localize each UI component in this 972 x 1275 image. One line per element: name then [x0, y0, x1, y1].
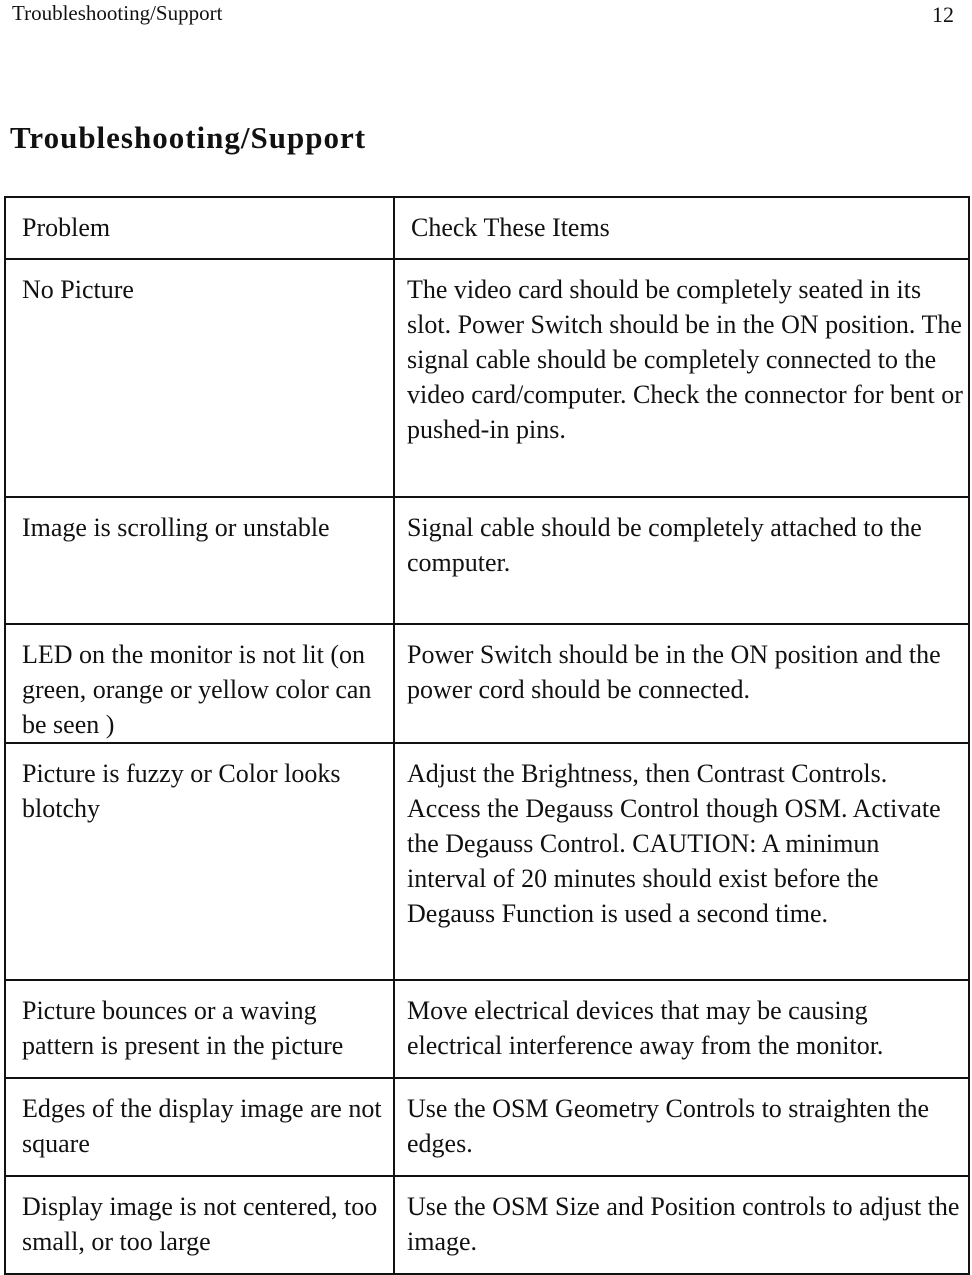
table-row [5, 1078, 969, 1176]
table-row [5, 259, 969, 497]
running-header: Troubleshooting/Support [12, 1, 223, 25]
check-text: Use the OSM Size and Position controls to adjust the image. [407, 1192, 960, 1256]
table-row [5, 743, 969, 980]
problem-text: Image is scrolling or unstable [22, 513, 330, 542]
check-cell [394, 980, 969, 1078]
problem-text: Edges of the display image are not square [22, 1094, 382, 1158]
table-row [5, 497, 969, 624]
check-text: Adjust the Brightness, then Contrast Controls. Access the Degauss Control though OSM. Activate the Degauss Control. CAUTION: A minimun interval of 20 minutes should exist before the Degauss Function is used a second time. [407, 759, 941, 928]
table-header-row [5, 197, 969, 259]
table-row [5, 1176, 969, 1274]
page-title: Troubleshooting/Support [10, 120, 367, 155]
problem-cell [5, 743, 394, 980]
check-cell [394, 1176, 969, 1274]
problem-text: Picture is fuzzy or Color looks blotchy [22, 759, 341, 823]
problem-text: Picture bounces or a waving pattern is present in the picture [22, 996, 344, 1060]
check-text: Use the OSM Geometry Controls to straighten the edges. [407, 1094, 930, 1158]
problem-cell [5, 1176, 394, 1274]
check-cell [394, 743, 969, 980]
check-cell [394, 624, 969, 743]
check-text: The video card should be completely seated in its slot. Power Switch should be in the ON position. The signal cable should be completely connected to the video card/computer. Check the connector for bent or pushed-in pins. [407, 275, 963, 444]
problem-cell [5, 259, 394, 497]
troubleshooting-table [4, 196, 970, 1275]
column-header-problem-label: Problem [22, 213, 111, 242]
problem-text: No Picture [22, 275, 134, 304]
table-row [5, 980, 969, 1078]
check-cell [394, 259, 969, 497]
problem-cell [5, 497, 394, 624]
table-row [5, 624, 969, 743]
check-cell [394, 497, 969, 624]
problem-cell [5, 624, 394, 743]
problem-cell [5, 980, 394, 1078]
problem-cell [5, 1078, 394, 1176]
check-text: Signal cable should be completely attached to the computer. [407, 513, 922, 577]
check-text: Power Switch should be in the ON position and the power cord should be connected. [407, 640, 941, 704]
page-number: 12 [932, 2, 954, 27]
column-header-check [394, 197, 969, 259]
column-header-problem [5, 197, 394, 259]
problem-text: Display image is not centered, too small, or too large [22, 1192, 378, 1256]
column-header-check-label: Check These Items [411, 213, 610, 242]
problem-text: LED on the monitor is not lit (on green, orange or yellow color can be seen ) [22, 640, 372, 739]
check-cell [394, 1078, 969, 1176]
check-text: Move electrical devices that may be causing electrical interference away from the monitor. [407, 996, 884, 1060]
